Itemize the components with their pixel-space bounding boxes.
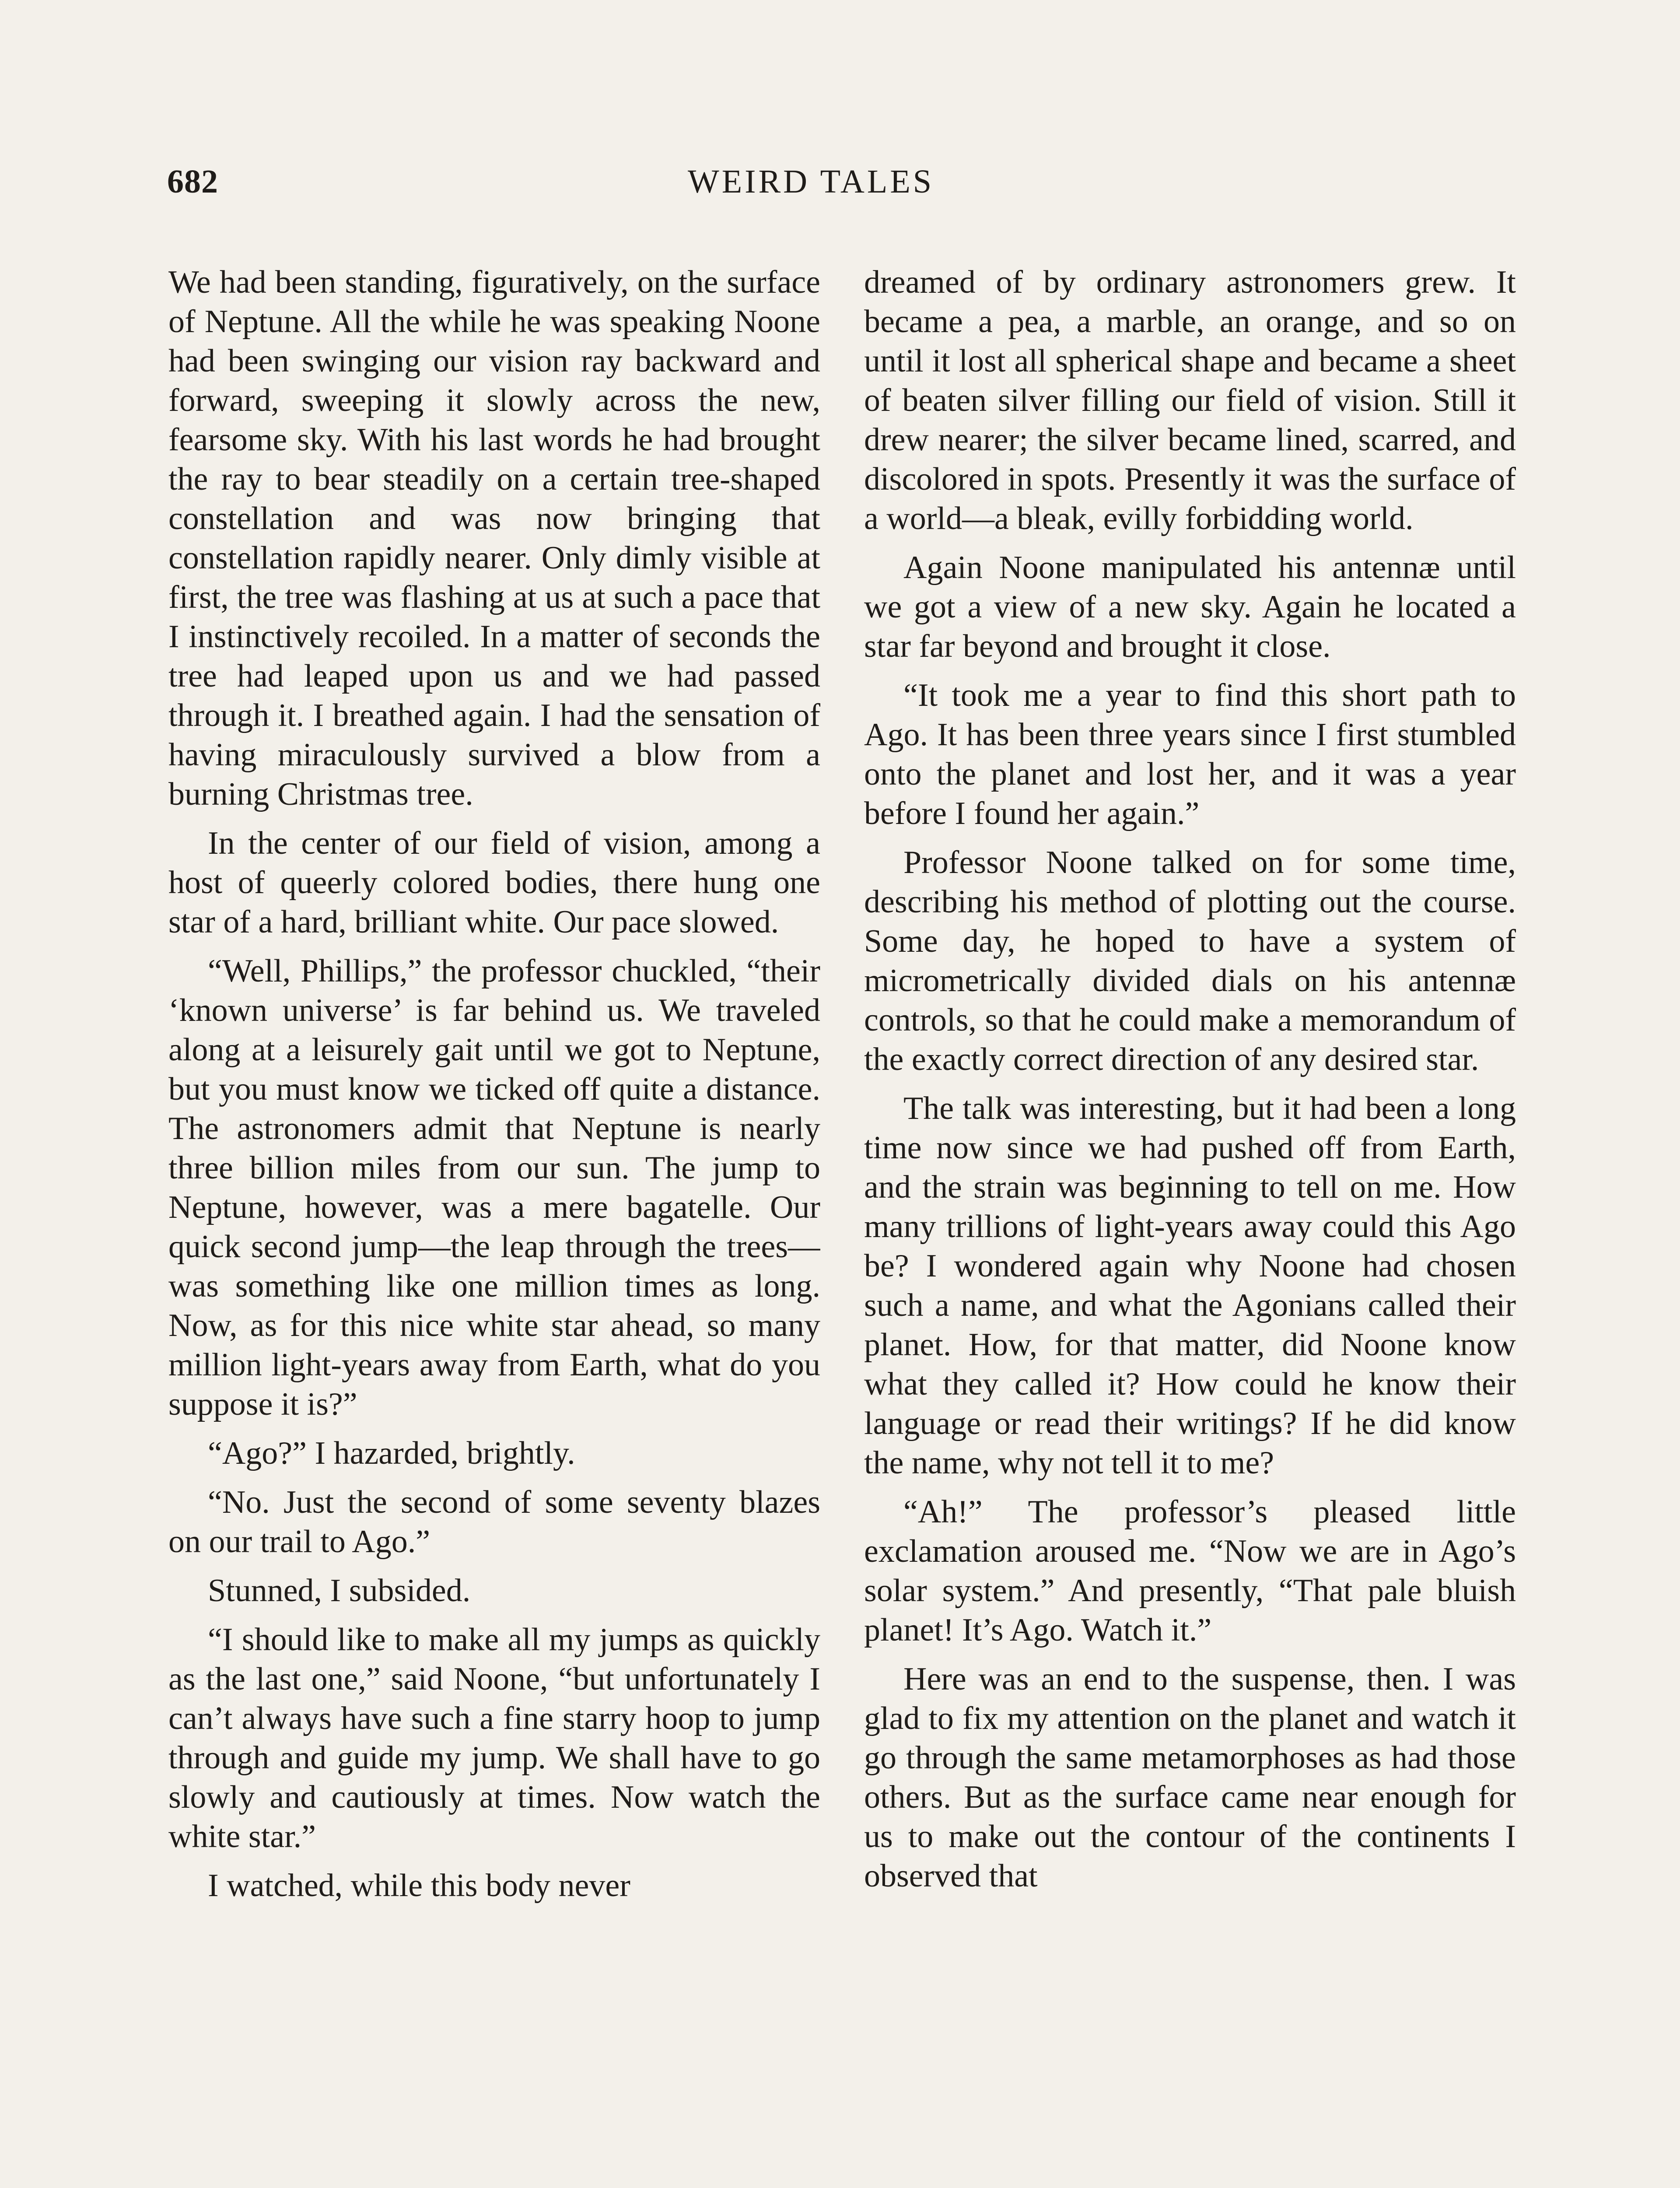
paragraph: In the center of our field of vision, among a host of queerly colored bodies, there hung one star of a hard, brilliant white. Our pace slowed. (168, 825, 820, 940)
paragraph: Stunned, I subsided. (208, 1573, 471, 1609)
paragraph: Professor Noone talked on for some time, describing his method of plotting out the course. Some day, he hoped to have a system of micrometrically divided dials on his antennæ controls, so that he could make a memorandum of the exactly correct direction of any desired star. (864, 845, 1516, 1077)
paragraph: Again Noone manipulated his antennæ until we got a view of a new sky. Again he located a star far beyond and brought it close. (864, 550, 1516, 664)
paragraph: “Well, Phillips,” the professor chuckled, “their ‘known universe’ is far behind us. We traveled along at a leisurely gait until we got to Neptune, but you must know we ticked off quite a distance. The astronomers admit that Neptune is nearly three billion miles from our sun. The jump to Neptune, however, was a mere bagatelle. Our quick second jump—the leap through the trees—was something like one million times as long. Now, as for this nice white star ahead, so many million light-years away from Earth, what do you suppose it is?” (168, 953, 820, 1422)
paragraph: “It took me a year to find this short path to Ago. It has been three years since I first stumbled onto the planet and lost her, and it was a year before I found her again.” (864, 677, 1516, 831)
page-header (167, 163, 1480, 215)
paragraph: I watched, while this body never (208, 1868, 630, 1904)
paragraph: Here was an end to the suspense, then. I was glad to fix my attention on the planet and watch it go through the same metamorphoses as had those others. But as the surface came near enough for us to make out the contour of the continents I observed that (864, 1661, 1516, 1894)
page-number: 682 (167, 163, 218, 200)
left-column (168, 263, 820, 2188)
paragraph: We had been standing, figuratively, on the surface of Neptune. All the while he was speaking Noone had been swinging our vision ray backward and forward, sweeping it slowly across the new, fearsome sky. With his last words he had brought the ray to bear steadily on a certain tree-shaped constellation and was now bringing that constellation rapidly nearer. Only dimly visible at first, the tree was flashing at us at such a pace that I instinctively recoiled. In a matter of seconds the tree had leaped upon us and we had passed through it. I breathed again. I had the sensation of having miraculously survived a blow from a burning Christmas tree. (168, 264, 820, 812)
paragraph: dreamed of by ordinary astronomers grew. It became a pea, a marble, an orange, and so on until it lost all spherical shape and became a sheet of beaten silver filling our field of vision. Still it drew nearer; the silver became lined, scarred, and discolored in spots. Presently it was the surface of a world—a bleak, evilly forbidding world. (864, 264, 1516, 536)
paragraph: “I should like to make all my jumps as quickly as the last one,” said Noone, “but unfortunately I can’t always have such a fine starry hoop to jump through and guide my jump. We shall have to go slowly and cautiously at times. Now watch the white star.” (168, 1622, 820, 1855)
paragraph: “No. Just the second of some seventy blazes on our trail to Ago.” (168, 1484, 820, 1560)
paragraph: “Ah!” The professor’s pleased little exclamation aroused me. “Now we are in Ago’s solar system.” And presently, “That pale bluish planet! It’s Ago. Watch it.” (864, 1494, 1516, 1648)
paragraph: The talk was interesting, but it had been a long time now since we had pushed off from Earth, and the strain was beginning to tell on me. How many trillions of light-years away could this Ago be? I wondered again why Noone had chosen such a name, and what the Agonians called their planet. How, for that matter, did Noone know what they called it? How could he know their language or read their writings? If he did know the name, why not tell it to me? (864, 1090, 1516, 1481)
right-column (864, 263, 1516, 2188)
running-title: WEIRD TALES (688, 163, 934, 200)
paragraph: “Ago?” I hazarded, brightly. (208, 1435, 575, 1471)
